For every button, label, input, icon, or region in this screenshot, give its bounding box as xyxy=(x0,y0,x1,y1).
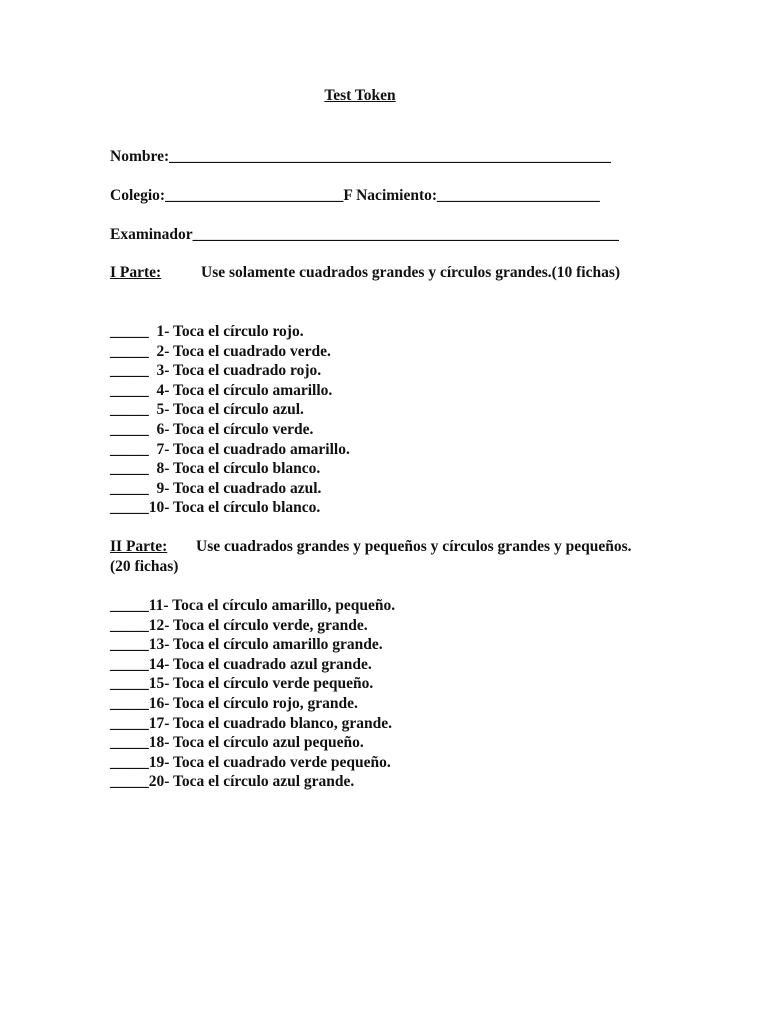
list-item: _____13- Toca el círculo amarillo grande. xyxy=(110,636,383,654)
page-title: Test Token xyxy=(324,87,396,104)
nombre-field: Nombre:_________________________________________________________ xyxy=(110,148,611,165)
part1-item-list xyxy=(110,322,350,518)
examinador-field: Examinador_______________________________________________________ xyxy=(110,226,619,243)
list-item: _____20- Toca el círculo azul grande. xyxy=(110,773,355,791)
list-item: _____10- Toca el círculo blanco. xyxy=(110,499,321,517)
list-item: _____ 9- Toca el cuadrado azul. xyxy=(110,479,322,497)
list-item: _____15- Toca el círculo verde pequeño. xyxy=(110,675,374,693)
list-item: _____17- Toca el cuadrado blanco, grande. xyxy=(110,714,393,732)
list-item: _____18- Toca el círculo azul pequeño. xyxy=(110,734,364,752)
list-item: _____ 7- Toca el cuadrado amarillo. xyxy=(110,440,350,458)
list-item: _____ 8- Toca el círculo blanco. xyxy=(110,460,321,478)
list-item: _____14- Toca el cuadrado azul grande. xyxy=(110,655,372,673)
list-item: _____11- Toca el círculo amarillo, pequeño. xyxy=(110,597,396,614)
list-item: _____19- Toca el cuadrado verde pequeño. xyxy=(110,753,391,771)
list-item: _____ 6- Toca el círculo verde. xyxy=(110,420,314,438)
part2-label: II Parte: xyxy=(110,538,168,555)
part2-heading xyxy=(110,537,640,577)
colegio-nacimiento-field: Colegio:_______________________F Nacimiento:_____________________ xyxy=(110,187,600,204)
list-item: _____ 2- Toca el cuadrado verde. xyxy=(110,342,331,360)
part1-instruction: Use solamente cuadrados grandes y círculos grandes.(10 fichas) xyxy=(201,264,621,281)
part2-item-list xyxy=(110,596,395,792)
part1-label: I Parte: xyxy=(110,264,162,281)
part2-instruction: Use cuadrados grandes y pequeños y círculos grandes y pequeños.(20 fichas) xyxy=(110,538,632,575)
list-item: _____16- Toca el círculo rojo, grande. xyxy=(110,694,358,712)
list-item: _____ 5- Toca el círculo azul. xyxy=(110,401,304,419)
part1-heading xyxy=(110,263,640,283)
list-item: _____12- Toca el círculo verde, grande. xyxy=(110,616,368,634)
list-item: _____ 4- Toca el círculo amarillo. xyxy=(110,381,333,399)
list-item: _____ 1- Toca el círculo rojo. xyxy=(110,323,304,340)
list-item: _____ 3- Toca el cuadrado rojo. xyxy=(110,362,322,380)
